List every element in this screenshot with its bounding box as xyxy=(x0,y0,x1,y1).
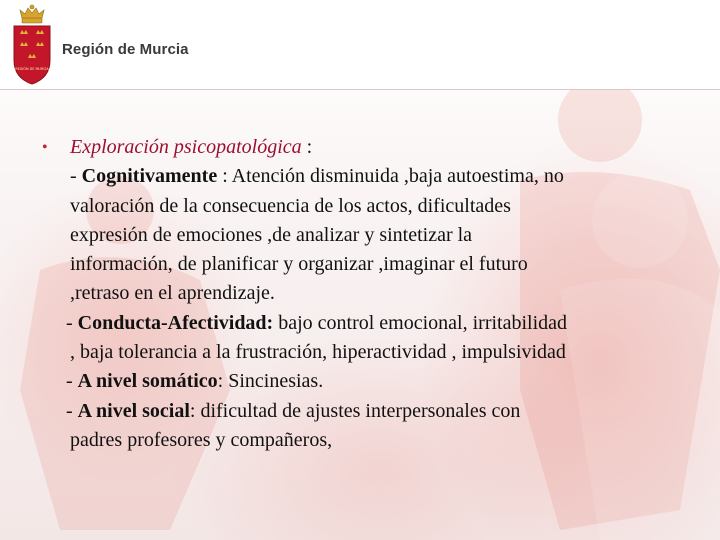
item-text: : dificultad de ajustes interpersonales con xyxy=(189,399,521,422)
bullet-heading: Exploración psicopatológica xyxy=(70,136,302,158)
brand-name: Región de Murcia xyxy=(62,41,189,58)
item-affective-line: , baja tolerancia a la frustración, hiperactividad , impulsividad xyxy=(70,341,566,364)
dash: - xyxy=(70,165,82,188)
item-text: : Atención disminuida ,baja autoestima, no xyxy=(217,165,564,188)
item-cognitive-line: valoración de la consecuencia de los actos, dificultades xyxy=(70,194,511,217)
slide-content xyxy=(40,133,680,455)
item-social-line: padres profesores y compañeros, xyxy=(70,428,333,451)
heading-colon: : xyxy=(301,136,313,158)
dash: - xyxy=(66,311,78,334)
dash: - xyxy=(66,370,78,393)
header-bar xyxy=(0,0,720,90)
item-cognitive-line: información, de planificar y organizar ,imaginar el futuro xyxy=(70,253,528,276)
item-text: : Sincinesias. xyxy=(217,370,324,393)
item-affective xyxy=(40,309,680,338)
item-cognitive-line: ,retraso en el aprendizaje. xyxy=(70,282,275,305)
region-crest-icon xyxy=(8,4,56,86)
item-cognitive xyxy=(40,162,680,191)
item-cognitive-line: expresión de emociones ,de analizar y sintetizar la xyxy=(70,223,473,246)
crest-text: REGIÓN DE MURCIA xyxy=(15,67,49,71)
header-divider xyxy=(0,89,720,90)
item-label: Conducta-Afectividad: xyxy=(77,311,274,334)
item-social xyxy=(40,397,680,426)
bullet-heading-line xyxy=(40,133,680,162)
item-text: bajo control emocional, irritabilidad xyxy=(273,311,568,334)
dash: - xyxy=(66,399,78,422)
item-label: A nivel somático xyxy=(77,370,218,393)
item-label: Cognitivamente xyxy=(81,165,218,188)
bullet-icon: • xyxy=(42,139,48,156)
item-label: A nivel social xyxy=(77,399,190,422)
item-somatic xyxy=(40,367,680,396)
